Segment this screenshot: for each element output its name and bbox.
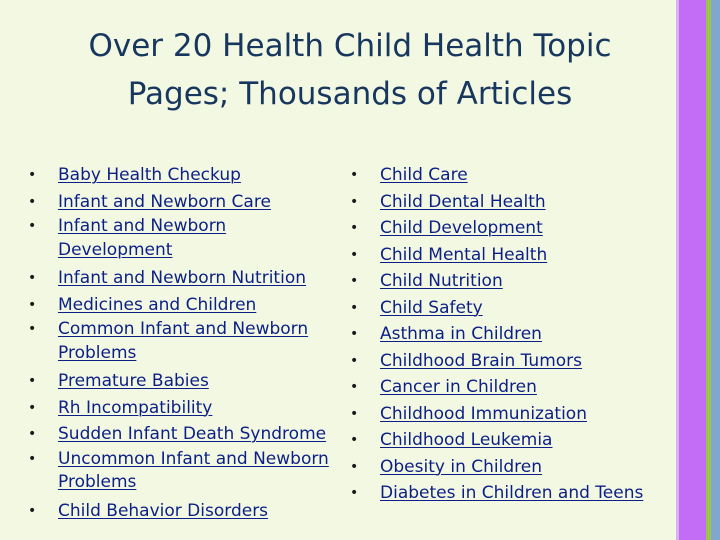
bullet-icon: • [28, 426, 37, 442]
bullet-icon: • [350, 299, 359, 316]
list-item[interactable] [350, 268, 670, 295]
list-item[interactable] [350, 401, 670, 428]
bullet-icon: • [28, 321, 37, 337]
list-item[interactable] [28, 292, 343, 319]
list-item[interactable] [28, 498, 343, 525]
title-line-1: Over 20 Health Child Health Topic [88, 28, 612, 64]
list-item[interactable] [28, 368, 343, 395]
bullet-icon: • [350, 405, 359, 422]
topic-link[interactable]: Childhood Immunization [380, 403, 587, 424]
topic-link[interactable]: Child Development [380, 218, 543, 238]
bullet-icon: • [350, 352, 359, 369]
bullet-icon: • [350, 193, 359, 210]
bullet-icon: • [350, 458, 359, 475]
accent-stripe-blue [711, 0, 720, 540]
topic-link[interactable]: Child Safety [380, 297, 483, 318]
bullet-icon: • [350, 326, 359, 342]
topic-link[interactable]: Rh Incompatibility [58, 397, 213, 418]
bullet-icon: • [350, 246, 359, 263]
list-item[interactable] [350, 480, 670, 507]
accent-stripe-purple [679, 0, 706, 540]
right-topic-list [350, 162, 670, 507]
list-item[interactable] [350, 321, 670, 348]
bullet-icon: • [350, 273, 359, 289]
bullet-icon: • [28, 193, 37, 210]
list-item[interactable] [350, 162, 670, 189]
topic-link[interactable]: Diabetes in Children and Teens [380, 483, 644, 503]
topic-link[interactable]: Asthma in Children [380, 324, 542, 344]
topic-link[interactable]: Childhood Leukemia [380, 430, 553, 450]
topic-link[interactable]: Child Care [380, 165, 468, 185]
topic-link[interactable]: Child Dental Health [380, 191, 546, 212]
list-item[interactable] [28, 448, 343, 495]
bullet-icon: • [28, 450, 37, 467]
left-topic-list [28, 162, 343, 524]
topic-link[interactable]: Obesity in Children [380, 456, 542, 477]
title-line-2: Pages; Thousands of Articles [127, 76, 573, 112]
slide-title [30, 22, 670, 118]
list-item[interactable] [350, 454, 670, 481]
list-item[interactable] [28, 318, 343, 365]
topic-link[interactable]: Infant and Newborn Care [58, 191, 271, 212]
topic-link[interactable]: Child Nutrition [380, 271, 503, 291]
list-item[interactable] [350, 295, 670, 322]
list-item[interactable] [28, 395, 343, 422]
bullet-icon: • [28, 296, 37, 313]
list-item[interactable] [350, 215, 670, 242]
list-item[interactable] [28, 189, 343, 216]
list-item[interactable] [28, 215, 343, 262]
list-item[interactable] [350, 348, 670, 375]
topic-link[interactable]: Sudden Infant Death Syndrome [58, 424, 327, 444]
topic-link[interactable]: Infant and Newborn Nutrition [58, 268, 306, 288]
topic-link[interactable]: Cancer in Children [380, 377, 537, 397]
topic-link[interactable]: Medicines and Children [58, 294, 257, 315]
topic-link[interactable]: Infant and Newborn Development [58, 216, 227, 260]
bullet-icon: • [28, 373, 37, 389]
bullet-icon: • [28, 502, 37, 519]
list-item[interactable] [350, 427, 670, 454]
topic-link[interactable]: Common Infant and Newborn Problems [58, 319, 309, 363]
topic-link[interactable]: Child Behavior Disorders [58, 500, 269, 521]
bullet-icon: • [28, 399, 37, 416]
list-item[interactable] [350, 189, 670, 216]
topic-link[interactable]: Uncommon Infant and Newborn Problems [58, 448, 329, 492]
topic-link[interactable]: Child Mental Health [380, 244, 548, 265]
bullet-icon: • [28, 167, 37, 183]
list-item[interactable] [350, 374, 670, 401]
topic-link[interactable]: Childhood Brain Tumors [380, 350, 583, 371]
list-item[interactable] [350, 242, 670, 269]
bullet-icon: • [350, 485, 359, 501]
list-item[interactable] [28, 162, 343, 189]
topic-link[interactable]: Premature Babies [58, 371, 209, 391]
bullet-icon: • [350, 167, 359, 183]
bullet-icon: • [350, 220, 359, 236]
topic-link[interactable]: Baby Health Checkup [58, 165, 241, 185]
bullet-icon: • [28, 218, 37, 234]
bullet-icon: • [350, 379, 359, 395]
list-item[interactable] [28, 265, 343, 292]
bullet-icon: • [350, 432, 359, 448]
list-item[interactable] [28, 421, 343, 448]
bullet-icon: • [28, 270, 37, 286]
